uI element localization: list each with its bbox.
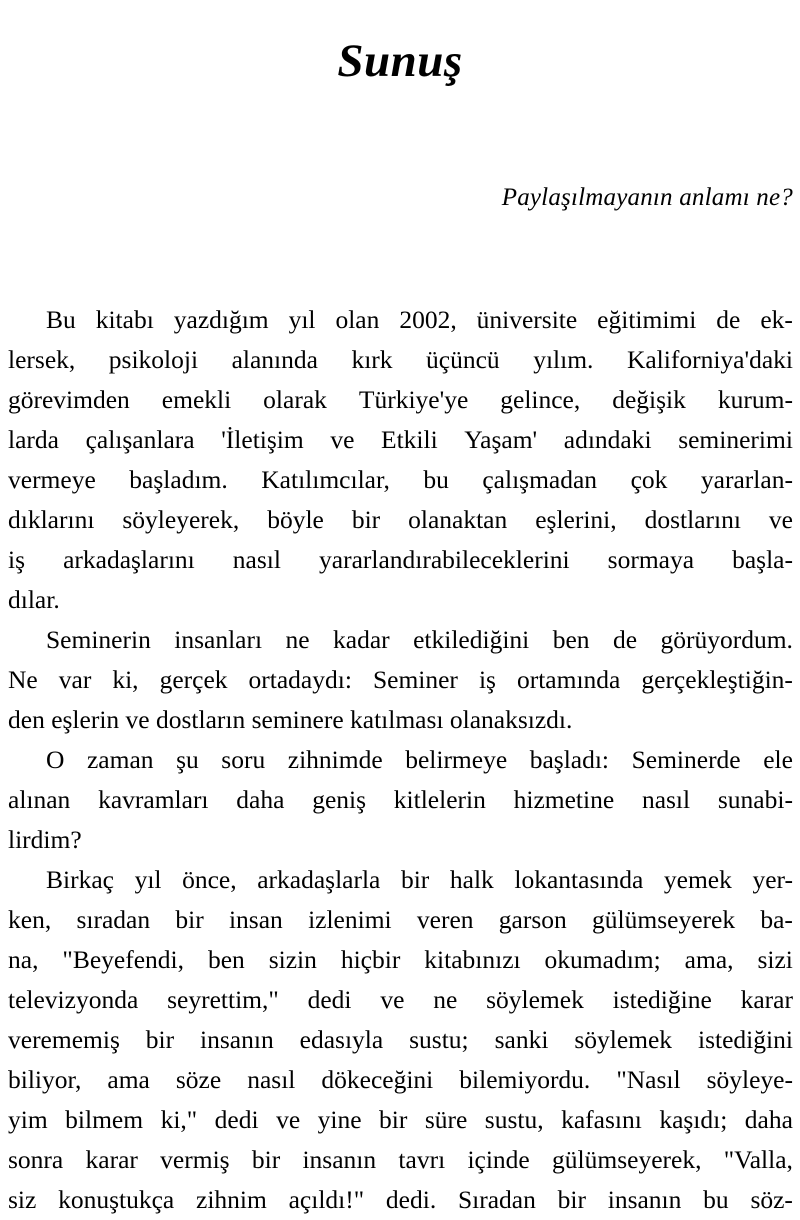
word: insan [228,905,283,934]
word: Etkili [381,425,438,454]
word: O [46,745,65,774]
word: emekli [161,385,232,414]
word: süre [424,1105,468,1134]
word: hizmetine [513,785,615,814]
word: seminerimi [678,425,793,454]
word: sıradan [76,905,151,934]
word: gülümseyerek, [552,1145,702,1174]
word: yim [8,1105,48,1134]
word: larda [8,425,59,454]
word: siz [8,1185,37,1214]
word: üçüncü [426,345,500,374]
word: ne [433,985,458,1014]
word: söylemek [574,1025,673,1054]
word: içinde [467,1145,530,1174]
text-line: lirdim? [8,825,82,854]
word: Kaliforniya'daki [626,345,793,374]
word: ben [207,945,245,974]
word: sunabi- [717,785,793,814]
word: yılım. [533,345,594,374]
word: kitabı [95,305,154,334]
text-line [8,340,793,380]
word: vermeye [8,465,96,494]
text-line [8,420,793,460]
word: kurum- [717,385,793,414]
word: ve [380,985,405,1014]
word: olanaktan [408,505,508,534]
word: çalışanlara [85,425,195,454]
text-line [8,660,793,700]
word: dedi [214,1105,259,1134]
word: nasıl [247,1065,296,1094]
word: ama [107,1065,150,1094]
word: Sıradan [457,1185,536,1214]
word: ele [763,745,793,774]
word: bir [145,1025,175,1054]
word: bir [175,905,204,934]
word: edasıyla [299,1025,384,1054]
word: sormaya [607,545,695,574]
word: söyleyerek, [122,505,240,534]
word: psikoloji [108,345,199,374]
word: kırk [351,345,393,374]
word: zaman [86,745,154,774]
word: de [716,305,741,334]
word: istediğine [612,985,712,1014]
paragraph [8,300,793,620]
text-line [8,780,793,820]
word: Katılımcılar, [261,465,390,494]
word: na, [8,945,39,974]
word: üniversite [476,305,578,334]
text-line [8,460,793,500]
word: ve [768,505,793,534]
word: ki, [112,665,139,694]
word: adındaki [563,425,652,454]
word: de [612,625,638,654]
word: dıklarını [8,505,95,534]
word: zihnim [196,1185,267,1214]
word: ben [552,625,590,654]
text-line [8,1060,793,1100]
word: dökeceğini [321,1065,434,1094]
word: izlenimi [308,905,392,934]
word: istediğini [697,1025,793,1054]
word: lersek, [8,345,76,374]
word: sonra [8,1145,64,1174]
word: kavramları [98,785,209,814]
word: gülümseyerek [592,905,736,934]
word: bilmem [65,1105,144,1134]
word: seyrettim," [167,985,279,1014]
text-line [8,620,793,660]
word: böyle [267,505,324,534]
word: söze [175,1065,222,1094]
word: tavrı [398,1145,446,1174]
word: zihnimde [287,745,383,774]
word: olarak [263,385,327,414]
word: söyleye- [706,1065,793,1094]
word: daha [236,785,285,814]
word: Bu [46,305,76,334]
word: önce, [182,865,237,894]
word: bu [423,465,449,494]
word: belirmeye [405,745,508,774]
text-line [8,540,793,580]
word: yıl [288,305,316,334]
word: çalışmadan [482,465,598,494]
word: var [58,665,92,694]
word: verememiş [8,1025,120,1054]
word: veren [416,905,474,934]
word: bir [379,1105,408,1134]
word: gelince, [500,385,581,414]
word: insanın [200,1025,274,1054]
text-line [8,1140,793,1180]
text-line [8,940,793,980]
text-line [8,300,793,340]
word: görevimden [8,385,130,414]
text-line [8,380,793,420]
word: ortadaydı: [248,665,352,694]
paragraph [8,740,793,860]
word: değişik [612,385,686,414]
word: konuştukça [58,1185,175,1214]
word: olan [335,305,380,334]
word: dedi. [385,1185,437,1214]
word: Seminerin [46,625,151,654]
word: bu [703,1185,729,1214]
text-line [8,860,793,900]
word: ortamında [516,665,621,694]
word: çok [630,465,668,494]
word: ve [330,425,355,454]
word: gerçek [159,665,228,694]
word: iş [8,545,26,574]
word: Birkaç [46,865,114,894]
word: bilemiyordu. [459,1065,591,1094]
word: kitlelerin [393,785,486,814]
word: yararlandırabileceklerini [319,545,570,574]
word: soru [221,745,266,774]
word: 2002, [399,305,457,334]
word: söylemek [486,985,584,1014]
word: insanın [302,1145,377,1174]
word: gerçekleştiğin- [641,665,793,694]
word: etkilediğini [413,625,530,654]
word: sizin [268,945,317,974]
word: Seminerde [631,745,741,774]
word: başladı: [529,745,610,774]
word: okumadım; [544,945,661,974]
word: ama, [684,945,734,974]
word: sizi [757,945,793,974]
word: bir [251,1145,281,1174]
word: yine [317,1105,362,1134]
word: yazdığım [173,305,269,334]
word: televizyonda [8,985,139,1014]
word: şu [176,745,199,774]
text-line [8,980,793,1020]
page-title: Sunuş [337,35,463,88]
word: dedi [307,985,352,1014]
word: karar [85,1145,138,1174]
word: ek- [760,305,793,334]
word: alınan [8,785,71,814]
word: sanki [494,1025,549,1054]
word: dostlarını [644,505,741,534]
word: arkadaşlarını [63,545,195,574]
text-line [8,1180,793,1220]
word: "Beyefendi, [62,945,184,974]
word: nasıl [232,545,281,574]
text-line: den eşlerin ve dostların seminere katılması olanaksızdı. [8,705,573,734]
word: iş [478,665,496,694]
word: lokantasında [514,865,644,894]
word: halk [449,865,494,894]
word: yararlan- [700,465,793,494]
word: eğitimimi [597,305,697,334]
word: yer- [752,865,793,894]
word: Türkiye'ye [358,385,469,414]
text-line [8,1100,793,1140]
word: geniş [312,785,367,814]
word: garson [498,905,567,934]
word: ve [276,1105,301,1134]
word: Yaşam' [464,425,538,454]
section-subtitle: Paylaşılmayanın anlamı ne? [501,184,793,211]
word: bir [351,505,381,534]
word: insanları [174,625,263,654]
paragraph [8,860,793,1220]
word: "Valla, [723,1145,793,1174]
paragraph [8,620,793,740]
word: 'İletişim [221,425,304,454]
word: vermiş [160,1145,230,1174]
word: Seminer [372,665,458,694]
word: sustu, [484,1105,544,1134]
text-line [8,500,793,540]
word: nasıl [641,785,691,814]
text-line: dılar. [8,585,60,614]
text-line [8,1020,793,1060]
text-line [8,740,793,780]
word: hiçbir [340,945,401,974]
word: biliyor, [8,1065,82,1094]
word: kafasını [561,1105,642,1134]
word: başla- [732,545,793,574]
word: ba- [760,905,793,934]
word: sustu; [409,1025,469,1054]
word: insanın [607,1185,682,1214]
word: karar [740,985,793,1014]
word: Ne [8,665,38,694]
word: ki," [160,1105,198,1134]
word: arkadaşlarla [257,865,381,894]
word: kadar [333,625,390,654]
word: daha [744,1105,793,1134]
word: alanında [231,345,318,374]
word: kaşıdı; [659,1105,728,1134]
word: yemek [663,865,732,894]
word: ken, [8,905,52,934]
word: ne [285,625,310,654]
word: kitabınızı [424,945,521,974]
body-text [8,300,793,1220]
text-line [8,900,793,940]
word: "Nasıl [616,1065,681,1094]
word: başladım. [129,465,228,494]
word: bir [557,1185,586,1214]
word: açıldı!" [288,1185,365,1214]
word: bir [400,865,430,894]
word: görüyordum. [660,625,793,654]
word: yıl [134,865,162,894]
word: eşlerini, [535,505,617,534]
word: söz- [750,1185,793,1214]
